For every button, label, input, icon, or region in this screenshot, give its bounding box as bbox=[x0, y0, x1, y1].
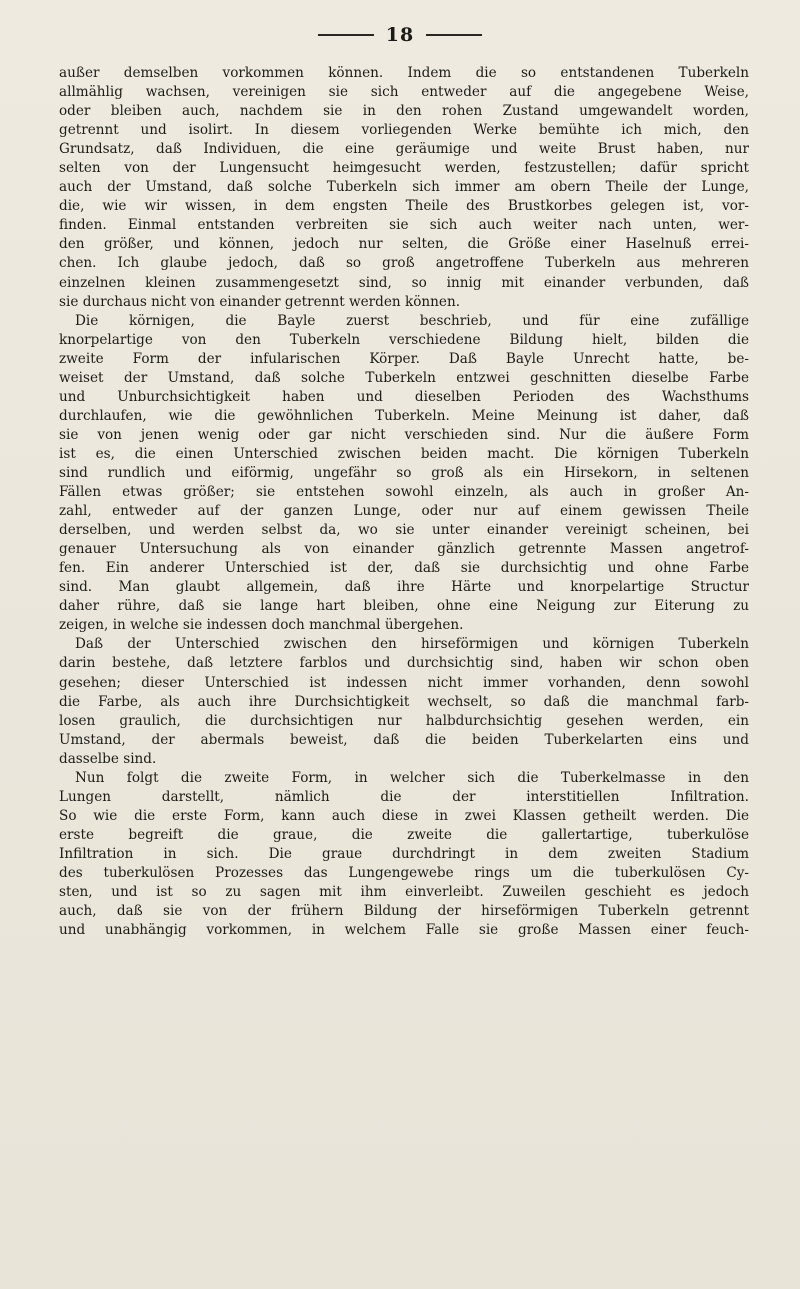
page-number: 18 bbox=[385, 24, 415, 46]
text-line: derselben, und werden selbst da, wo sie unter einander vereinigt scheinen, bei bbox=[59, 522, 749, 539]
text-line: Umstand, der abermals beweist, daß die beiden Tuberkelarten eins und bbox=[59, 731, 749, 748]
text-line: daher rühre, daß sie lange hart bleiben, ohne eine Neigung zur Eiterung zu bbox=[59, 598, 749, 615]
text-line: und unabhängig vorkommen, in welchem Falle sie große Massen einer feuch- bbox=[59, 922, 749, 939]
text-line: dasselbe sind. bbox=[59, 750, 157, 767]
text-line: losen graulich, die durchsichtigen nur halbdurchsichtig gesehen werden, ein bbox=[59, 712, 749, 729]
text-line: den größer, und können, jedoch nur selten, die Größe einer Haselnuß errei- bbox=[59, 236, 749, 253]
text-line: des tuberkulösen Prozesses das Lungengewebe rings um die tuberkulösen Cy- bbox=[59, 864, 749, 881]
text-line: So wie die erste Form, kann auch diese in zwei Klassen getheilt werden. Die bbox=[59, 807, 749, 824]
header-rule-left bbox=[318, 34, 374, 36]
text-line: die Farbe, als auch ihre Durchsichtigkeit wechselt, so daß die manchmal farb- bbox=[59, 693, 749, 710]
text-line: zeigen, in welche sie indessen doch manchmal übergehen. bbox=[59, 617, 464, 634]
text-line: Grundsatz, daß Individuen, die eine geräumige und weite Brust haben, nur bbox=[59, 141, 749, 158]
text-line: zweite Form der infularischen Körper. Daß Bayle Unrecht hatte, be- bbox=[59, 350, 749, 367]
text-line: genauer Untersuchung als von einander gänzlich getrennte Massen angetrof- bbox=[59, 541, 749, 558]
text-line: zahl, entweder auf der ganzen Lunge, oder nur auf einem gewissen Theile bbox=[59, 503, 749, 520]
body-text bbox=[59, 64, 749, 940]
header-rule-right bbox=[426, 34, 482, 36]
text-line: sie von jenen wenig oder gar nicht verschieden sind. Nur die äußere Form bbox=[59, 426, 749, 443]
page-header bbox=[0, 20, 800, 50]
text-line: Infiltration in sich. Die graue durchdringt in dem zweiten Stadium bbox=[59, 845, 749, 862]
text-line: Die körnigen, die Bayle zuerst beschrieb, und für eine zufällige bbox=[75, 312, 749, 329]
text-line: fen. Ein anderer Unterschied ist der, daß sie durchsichtig und ohne Farbe bbox=[59, 560, 749, 577]
text-line: oder bleiben auch, nachdem sie in den rohen Zustand umgewandelt worden, bbox=[59, 103, 749, 120]
text-line: auch der Umstand, daß solche Tuberkeln sich immer am obern Theile der Lunge, bbox=[59, 179, 749, 196]
text-line: die, wie wir wissen, in dem engsten Theile des Brustkorbes gelegen ist, vor- bbox=[59, 198, 749, 215]
text-line: ist es, die einen Unterschied zwischen beiden macht. Die körnigen Tuberkeln bbox=[59, 445, 749, 462]
text-line: knorpelartige von den Tuberkeln verschiedene Bildung hielt, bilden die bbox=[59, 331, 749, 348]
text-line: sten, und ist so zu sagen mit ihm einverleibt. Zuweilen geschieht es jedoch bbox=[59, 884, 749, 901]
text-line: außer demselben vorkommen können. Indem die so entstandenen Tuberkeln bbox=[59, 65, 749, 81]
text-line: allmählig wachsen, vereinigen sie sich entweder auf die angegebene Weise, bbox=[59, 84, 749, 101]
text-line: chen. Ich glaube jedoch, daß so groß angetroffene Tuberkeln aus mehreren bbox=[59, 255, 749, 272]
text-line: getrennt und isolirt. In diesem vorliegenden Werke bemühte ich mich, den bbox=[59, 122, 749, 139]
text-line: und Unburchsichtigkeit haben und dieselben Perioden des Wachsthums bbox=[59, 388, 749, 405]
text-line: Daß der Unterschied zwischen den hirseförmigen und körnigen Tuberkeln bbox=[75, 636, 749, 653]
text-line: Lungen darstellt, nämlich die der interstitiellen Infiltration. bbox=[59, 788, 749, 805]
text-line: weiset der Umstand, daß solche Tuberkeln entzwei geschnitten dieselbe Farbe bbox=[59, 369, 749, 386]
text-line: durchlaufen, wie die gewöhnlichen Tuberkeln. Meine Meinung ist daher, daß bbox=[59, 407, 749, 424]
text-line: sind. Man glaubt allgemein, daß ihre Härte und knorpelartige Structur bbox=[59, 579, 749, 596]
text-line: sie durchaus nicht von einander getrennt werden können. bbox=[59, 293, 461, 310]
text-line: sind rundlich und eiförmig, ungefähr so groß als ein Hirsekorn, in seltenen bbox=[59, 464, 749, 481]
text-line: gesehen; dieser Unterschied ist indessen nicht immer vorhanden, denn sowohl bbox=[59, 674, 749, 691]
text-line: einzelnen kleinen zusammengesetzt sind, so innig mit einander verbunden, daß bbox=[59, 274, 749, 291]
text-line: finden. Einmal entstanden verbreiten sie sich auch weiter nach unten, wer- bbox=[59, 217, 749, 234]
text-line: auch, daß sie von der frühern Bildung der hirseförmigen Tuberkeln getrennt bbox=[59, 903, 749, 920]
text-line: Nun folgt die zweite Form, in welcher sich die Tuberkelmasse in den bbox=[75, 769, 749, 786]
text-line: erste begreift die graue, die zweite die gallertartige, tuberkulöse bbox=[59, 826, 749, 843]
text-line: selten von der Lungensucht heimgesucht werden, festzustellen; dafür spricht bbox=[59, 160, 749, 177]
text-line: Fällen etwas größer; sie entstehen sowohl einzeln, als auch in großer An- bbox=[59, 484, 749, 501]
text-line: darin bestehe, daß letztere farblos und durchsichtig sind, haben wir schon oben bbox=[59, 655, 749, 672]
